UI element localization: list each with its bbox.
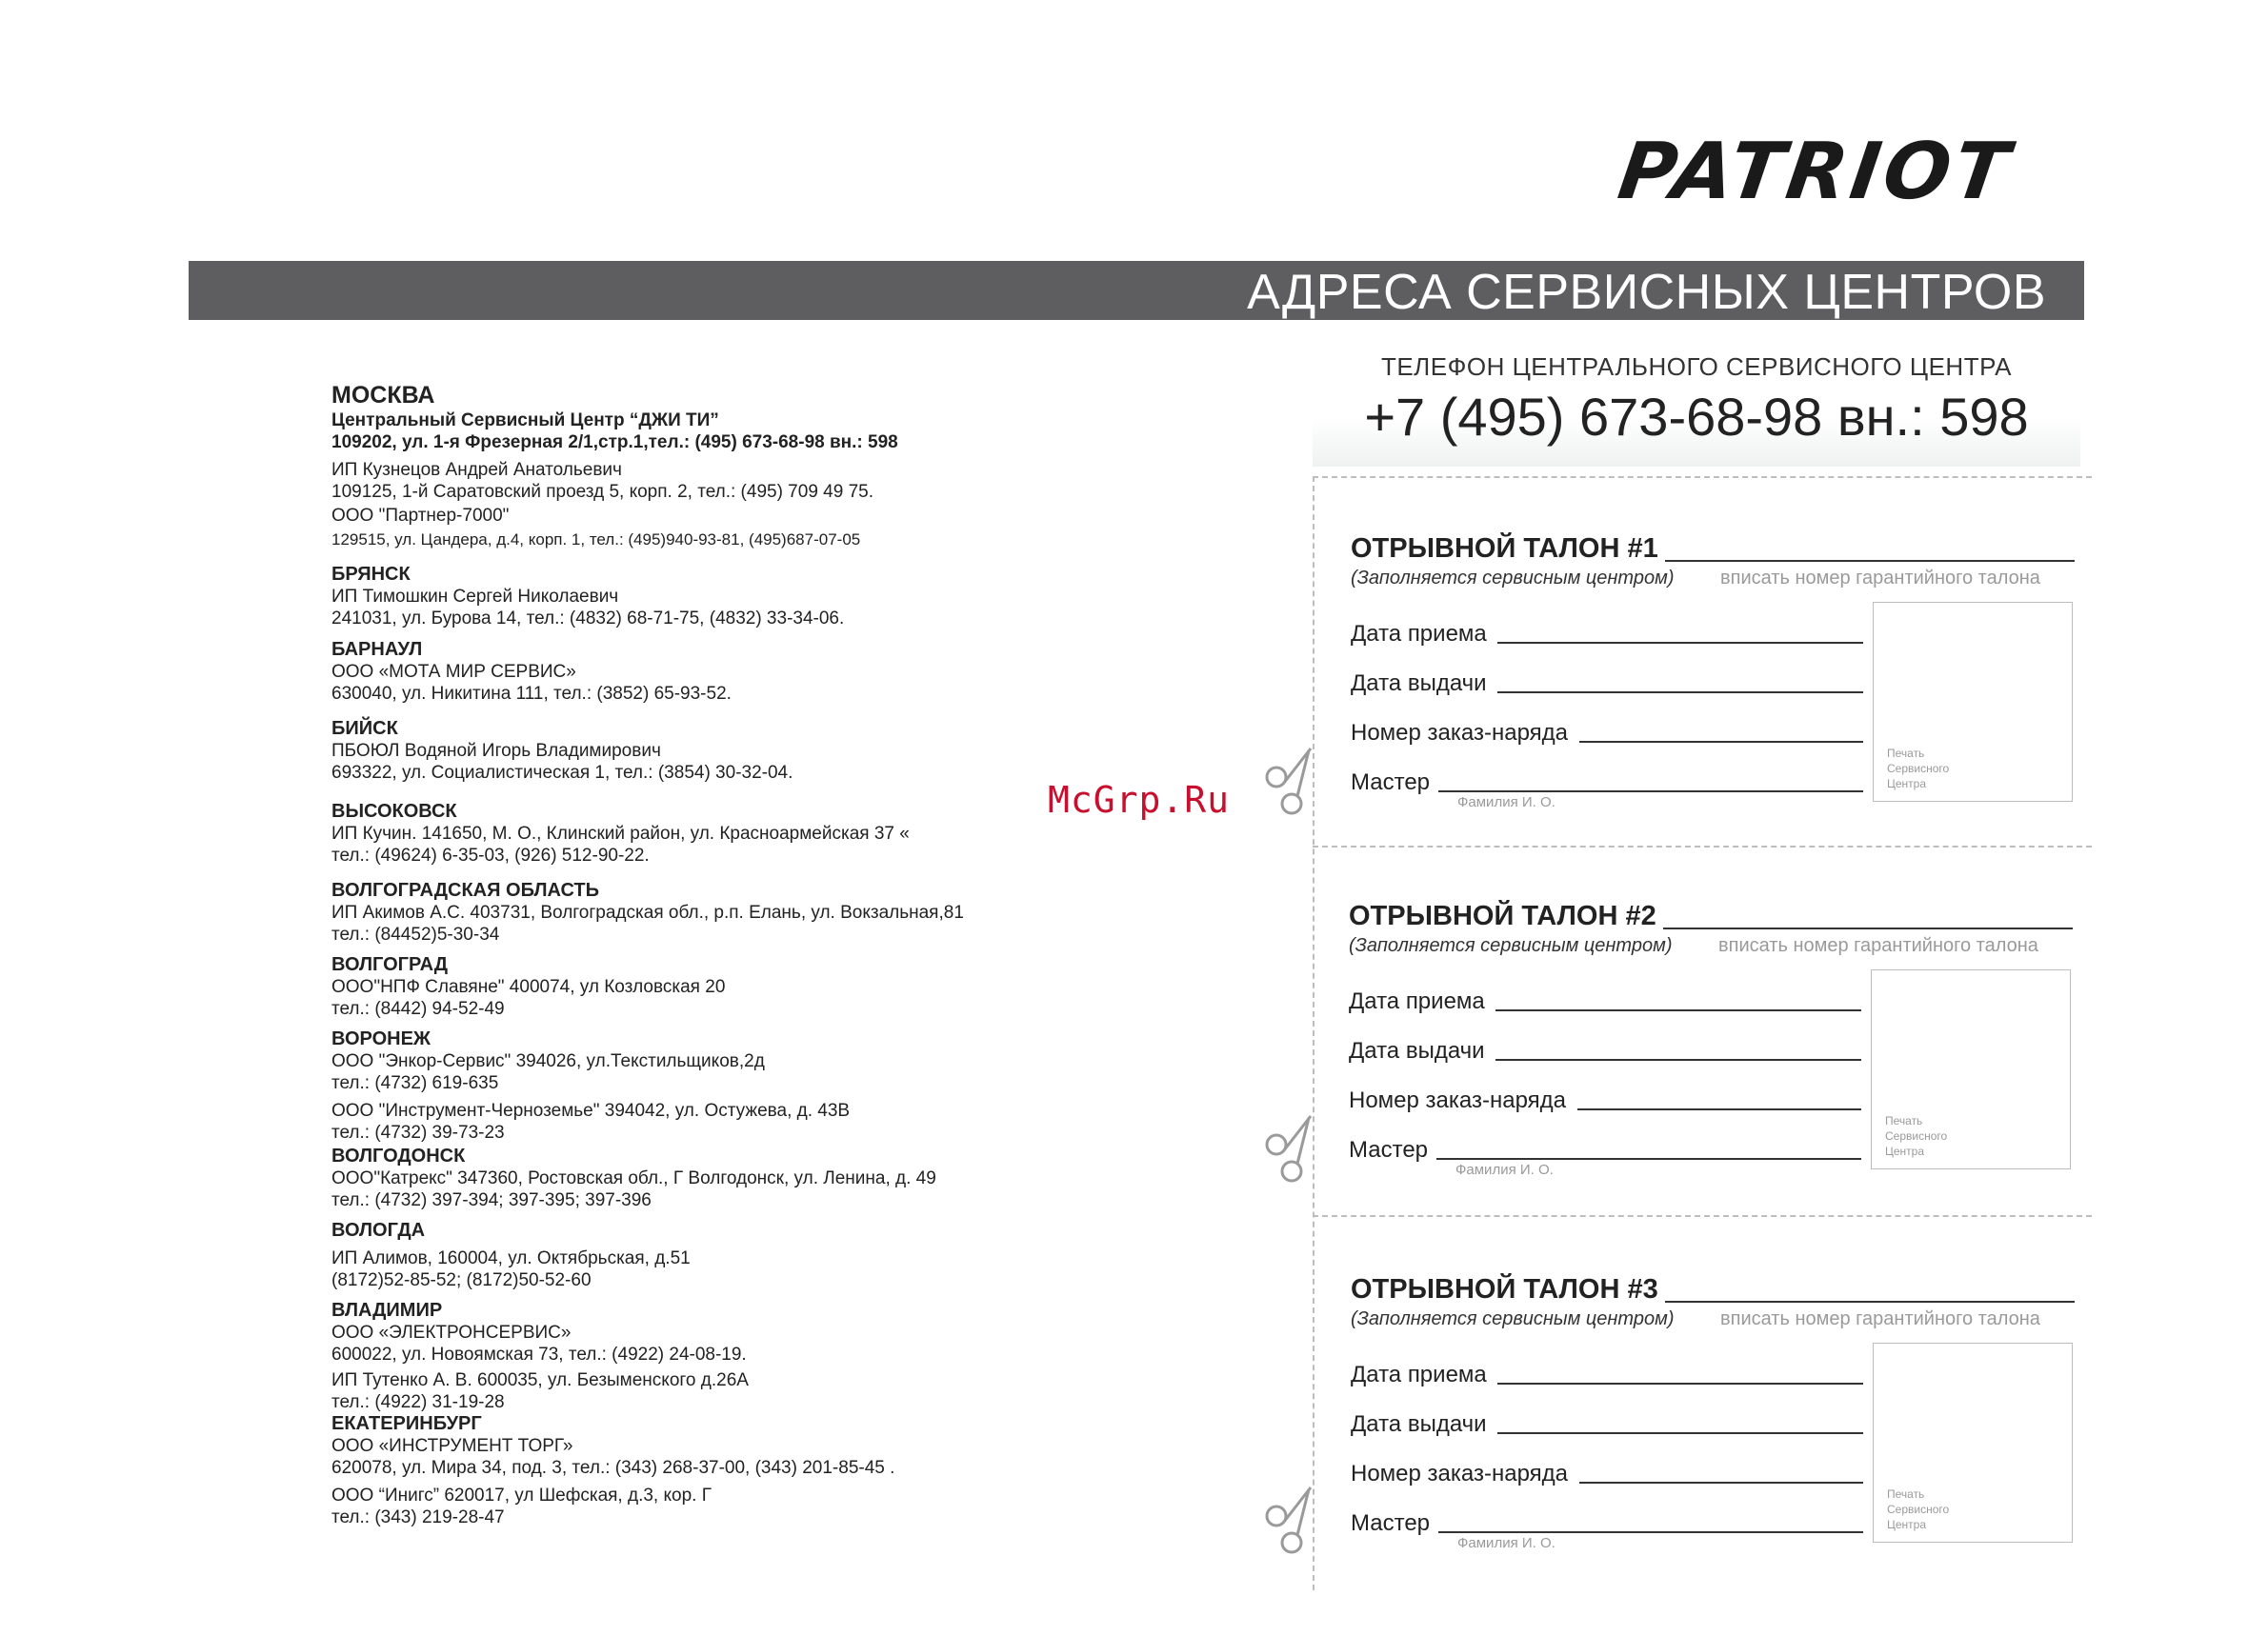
scissors-icon xyxy=(1263,1112,1316,1188)
address-line: тел.: (8442) 94-52-49 xyxy=(331,999,505,1019)
central-phone-label: ТЕЛЕФОН ЦЕНТРАЛЬНОГО СЕРВИСНОГО ЦЕНТРА xyxy=(1380,352,2013,381)
address-line: 241031, ул. Бурова 14, тел.: (4832) 68-71-75, (4832) 33-34-06. xyxy=(331,609,845,628)
tear-off-coupon-1 xyxy=(1351,533,2094,895)
date-issued-field[interactable] xyxy=(1497,1432,1863,1434)
work-order-field[interactable] xyxy=(1579,1482,1863,1484)
address-line: ИП Алимов, 160004, ул. Октябрьская, д.51 xyxy=(331,1248,691,1268)
scissors-icon xyxy=(1263,1484,1316,1560)
address-line: ИП Кузнецов Андрей Анатольевич xyxy=(331,460,622,480)
date-received-label: Дата приема xyxy=(1351,621,1487,647)
master-sublabel: Фамилия И. О. xyxy=(1457,1535,1555,1551)
city-name: ВОРОНЕЖ xyxy=(331,1028,431,1049)
address-line: ООО «ИНСТРУМЕНТ ТОРГ» xyxy=(331,1436,573,1456)
date-issued-field[interactable] xyxy=(1495,1059,1861,1061)
address-line: тел.: (49624) 6-35-03, (926) 512-90-22. xyxy=(331,846,650,866)
city-name: ВЫСОКОВСК xyxy=(331,801,457,822)
date-received-label: Дата приема xyxy=(1351,1362,1487,1387)
address-line: ООО "Энкор-Сервис" 394026, ул.Текстильщиков,2д xyxy=(331,1051,765,1071)
date-received-field[interactable] xyxy=(1497,642,1863,644)
central-phone-block xyxy=(1313,343,2080,467)
warranty-number-field[interactable] xyxy=(1663,928,2073,929)
city-name: ВОЛГОДОНСК xyxy=(331,1146,466,1167)
address-group-vologda xyxy=(331,1220,1170,1291)
master-label: Мастер xyxy=(1351,1510,1431,1536)
cut-line-vertical xyxy=(1313,476,1315,1590)
address-line: ООО"НПФ Славяне" 400074, ул Козловская 20 xyxy=(331,977,726,997)
address-line: ИП Тутенко А. В. 600035, ул. Безыменского д.26А xyxy=(331,1370,749,1390)
coupon-note: (Заполняется сервисным центром) xyxy=(1351,568,1675,589)
stamp-box xyxy=(1873,1343,2073,1543)
address-line: ООО “Инигс” 620017, ул Шефская, д.3, кор. Г xyxy=(331,1486,712,1506)
city-name: ЕКАТЕРИНБУРГ xyxy=(331,1413,482,1434)
coupon-note: (Заполняется сервисным центром) xyxy=(1349,935,1673,956)
address-line: 129515, ул. Цандера, д.4, корп. 1, тел.: (495)940-93-81, (495)687-07-05 xyxy=(331,530,861,549)
master-sublabel: Фамилия И. О. xyxy=(1455,1162,1554,1178)
address-line: тел.: (4732) 39-73-23 xyxy=(331,1123,505,1143)
address-line: ИП Акимов А.С. 403731, Волгоградская обл., р.п. Елань, ул. Вокзальная,81 xyxy=(331,903,964,923)
date-issued-label: Дата выдачи xyxy=(1351,1411,1487,1437)
city-name: ВОЛГОГРАД xyxy=(331,954,449,975)
date-issued-field[interactable] xyxy=(1497,691,1863,693)
work-order-field[interactable] xyxy=(1577,1108,1861,1110)
stamp-label: Печать Сервисного Центра xyxy=(1887,1487,1950,1531)
master-field[interactable] xyxy=(1438,1531,1863,1533)
master-label: Мастер xyxy=(1351,769,1431,795)
address-line: ООО "Партнер-7000" xyxy=(331,506,510,526)
header-band xyxy=(189,261,2084,320)
city-name: ВЛАДИМИР xyxy=(331,1300,443,1321)
central-phone-number: +7 (495) 673-68-98 вн.: 598 xyxy=(1364,387,2029,447)
address-line: 630040, ул. Никитина 111, тел.: (3852) 65-93-52. xyxy=(331,684,732,704)
master-field[interactable] xyxy=(1436,1158,1861,1160)
master-field[interactable] xyxy=(1438,790,1863,792)
patriot-logo: PATRIOT xyxy=(1613,127,2018,217)
page-title: АДРЕСА СЕРВИСНЫХ ЦЕНТРОВ xyxy=(1247,265,2046,320)
work-order-label: Номер заказ-наряда xyxy=(1351,720,1569,746)
address-line: ООО «МОТА МИР СЕРВИС» xyxy=(331,662,576,682)
address-line: ООО "Инструмент-Черноземье" 394042, ул. Остужева, д. 43В xyxy=(331,1101,851,1121)
address-group-moscow xyxy=(331,381,1170,550)
tear-off-coupon-2 xyxy=(1349,901,2092,1263)
address-group-volgodonsk xyxy=(331,1146,1170,1211)
warranty-number-hint: вписать номер гарантийного талона xyxy=(1718,935,2038,956)
date-issued-label: Дата выдачи xyxy=(1351,670,1487,696)
work-order-field[interactable] xyxy=(1579,741,1863,743)
warranty-number-hint: вписать номер гарантийного талона xyxy=(1720,568,2040,589)
address-line: тел.: (84452)5-30-34 xyxy=(331,925,500,945)
work-order-label: Номер заказ-наряда xyxy=(1349,1087,1567,1113)
address-group-volgograd xyxy=(331,954,1170,1020)
stamp-label: Печать Сервисного Центра xyxy=(1887,747,1950,790)
address-line: ИП Кучин. 141650, М. О., Клинский район, ул. Красноармейская 37 « xyxy=(331,824,910,844)
address-group-volgograd-region xyxy=(331,880,1170,946)
address-line: тел.: (4732) 619-635 xyxy=(331,1073,499,1093)
address-line: 109202, ул. 1-я Фрезерная 2/1,стр.1,тел.: (495) 673-68-98 вн.: 598 xyxy=(331,432,898,452)
coupon-note: (Заполняется сервисным центром) xyxy=(1351,1308,1675,1329)
address-line: 600022, ул. Новоямская 73, тел.: (4922) 24-08-19. xyxy=(331,1345,747,1365)
warranty-number-hint: вписать номер гарантийного талона xyxy=(1720,1308,2040,1329)
city-name: БИЙСК xyxy=(331,718,398,739)
address-group-yekaterinburg xyxy=(331,1413,1170,1528)
address-line: Центральный Сервисный Центр “ДЖИ ТИ” xyxy=(331,410,719,430)
warranty-number-field[interactable] xyxy=(1665,560,2075,562)
stamp-label: Печать Сервисного Центра xyxy=(1885,1114,1948,1158)
address-line: ИП Тимошкин Сергей Николаевич xyxy=(331,587,619,607)
date-received-field[interactable] xyxy=(1497,1383,1863,1385)
date-issued-label: Дата выдачи xyxy=(1349,1038,1485,1064)
tear-off-coupon-3 xyxy=(1351,1274,2094,1636)
city-name: ВОЛГОГРАДСКАЯ ОБЛАСТЬ xyxy=(331,880,599,901)
master-label: Мастер xyxy=(1349,1137,1429,1163)
warranty-number-field[interactable] xyxy=(1665,1301,2075,1303)
city-name: БРЯНСК xyxy=(331,564,411,585)
address-group-vladimir xyxy=(331,1300,1170,1413)
address-group-bryansk xyxy=(331,564,1170,629)
cut-line-horizontal xyxy=(1313,476,2092,478)
address-line: (8172)52-85-52; (8172)50-52-60 xyxy=(331,1270,592,1290)
date-received-field[interactable] xyxy=(1495,1009,1861,1011)
address-group-voronezh xyxy=(331,1028,1170,1144)
coupon-title: ОТРЫВНОЙ ТАЛОН #2 xyxy=(1349,901,1656,931)
address-group-vysokovsk xyxy=(331,801,1170,867)
address-line: ПБОЮЛ Водяной Игорь Владимирович xyxy=(331,741,661,761)
address-line: тел.: (4732) 397-394; 397-395; 397-396 xyxy=(331,1190,652,1210)
scissors-icon xyxy=(1263,745,1316,821)
address-group-biysk xyxy=(331,718,1170,784)
address-line: тел.: (4922) 31-19-28 xyxy=(331,1392,505,1412)
address-line: 620078, ул. Мира 34, под. 3, тел.: (343) 268-37-00, (343) 201-85-45 . xyxy=(331,1458,895,1478)
coupon-title: ОТРЫВНОЙ ТАЛОН #3 xyxy=(1351,1274,1658,1305)
stamp-box xyxy=(1873,602,2073,802)
master-sublabel: Фамилия И. О. xyxy=(1457,794,1555,810)
address-line: тел.: (343) 219-28-47 xyxy=(331,1507,505,1527)
address-line: ООО «ЭЛЕКТРОНСЕРВИС» xyxy=(331,1323,572,1343)
address-line: ООО"Катрекс" 347360, Ростовская обл., Г Волгодонск, ул. Ленина, д. 49 xyxy=(331,1168,936,1188)
coupon-title: ОТРЫВНОЙ ТАЛОН #1 xyxy=(1351,533,1658,564)
city-name: ВОЛОГДА xyxy=(331,1220,426,1241)
watermark: McGrp.Ru xyxy=(1048,779,1231,821)
address-line: 109125, 1-й Саратовский проезд 5, корп. 2, тел.: (495) 709 49 75. xyxy=(331,482,873,502)
stamp-box xyxy=(1871,969,2071,1169)
city-name: БАРНАУЛ xyxy=(331,639,423,660)
city-name: МОСКВА xyxy=(331,382,435,409)
service-center-addresses xyxy=(331,381,1170,1528)
date-received-label: Дата приема xyxy=(1349,988,1485,1014)
address-group-barnaul xyxy=(331,639,1170,705)
work-order-label: Номер заказ-наряда xyxy=(1351,1461,1569,1486)
address-line: 693322, ул. Социалистическая 1, тел.: (3854) 30-32-04. xyxy=(331,763,793,783)
